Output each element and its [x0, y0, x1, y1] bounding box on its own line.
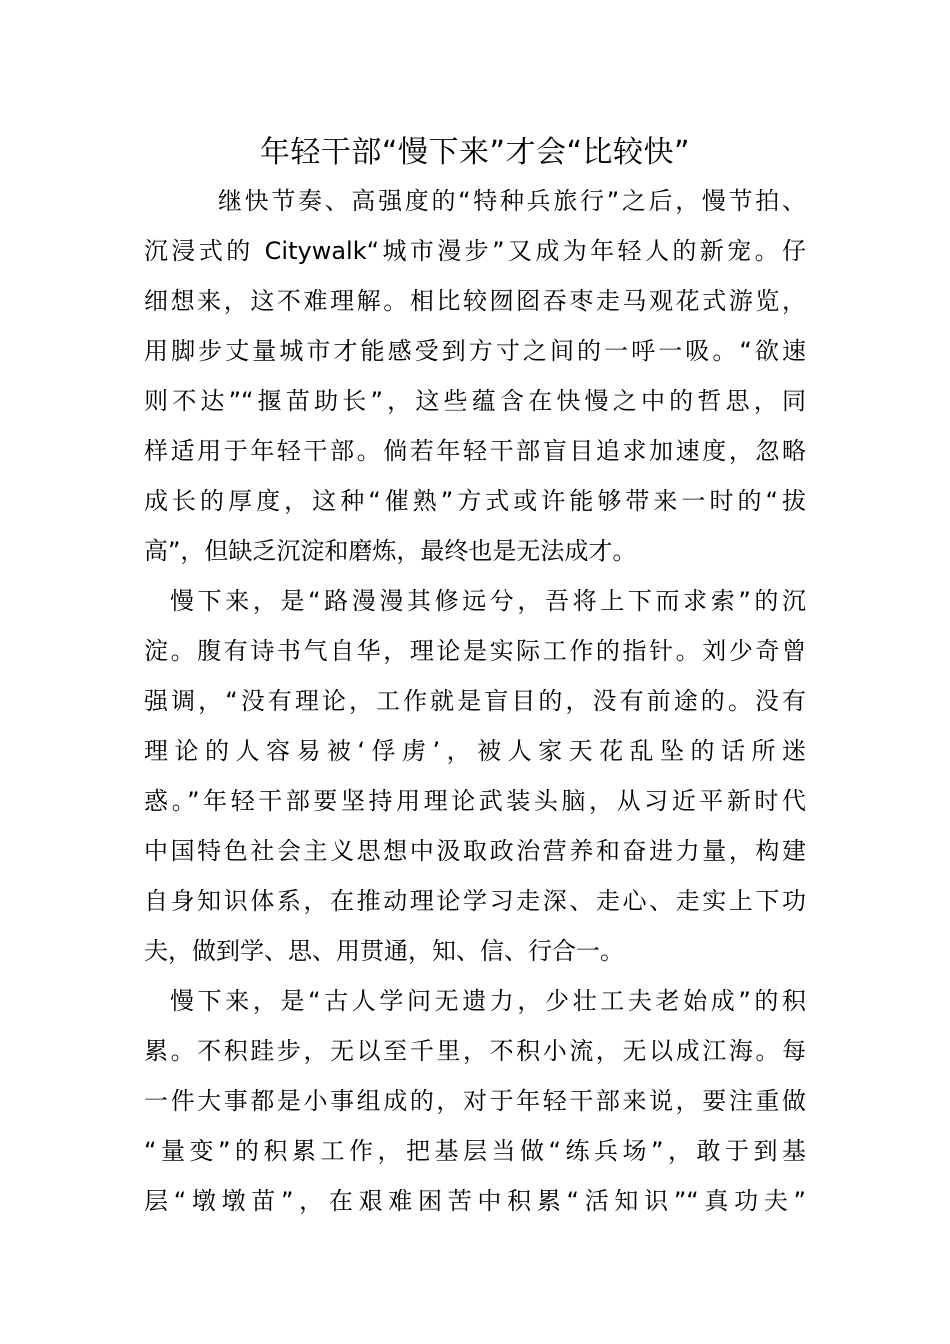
paragraph-1-line-2: 沉浸式的 Citywalk“城市漫步”又成为年轻人的新宠。仔: [144, 237, 806, 265]
paragraph-2-line-7: 自身知识体系，在推动理论学习走深、走心、走实上下功: [144, 887, 806, 915]
paragraph-1-line-5: 则不达”“揠苗助长”，这些蕴含在快慢之中的哲思，同: [144, 387, 806, 415]
paragraph-1-line-3: 细想来，这不难理解。相比较囫囵吞枣走马观花式游览，: [144, 287, 806, 315]
paragraph-2-line-6: 中国特色社会主义思想中汲取政治营养和奋进力量，构建: [144, 837, 806, 865]
paragraph-1-line-1: 继快节奏、高强度的“特种兵旅行”之后，慢节拍、: [218, 187, 806, 215]
paragraph-2-line-8: 夫，做到学、思、用贯通，知、信、行合一。: [144, 937, 624, 965]
paragraph-3-line-5: 层“墩墩苗”，在艰难困苦中积累“活知识”“真功夫”: [144, 1187, 806, 1215]
document-title: 年轻干部“慢下来”才会“比较快”: [259, 135, 691, 170]
paragraph-3-line-2: 累。不积跬步，无以至千里，不积小流，无以成江海。每: [144, 1037, 806, 1065]
paragraph-3-line-3: 一件大事都是小事组成的，对于年轻干部来说，要注重做: [144, 1087, 806, 1115]
paragraph-1-line-7: 成长的厚度，这种“催熟”方式或许能够带来一时的“拔: [144, 487, 806, 515]
paragraph-3-line-1: 慢下来，是“古人学问无遗力，少壮工夫老始成”的积: [170, 987, 806, 1015]
paragraph-2-line-2: 淀。腹有诗书气自华，理论是实际工作的指针。刘少奇曾: [144, 637, 806, 665]
paragraph-1-line-6: 样适用于年轻干部。倘若年轻干部盲目追求加速度，忽略: [144, 437, 806, 465]
paragraph-2-line-4: 理论的人容易被‘俘虏’，被人家天花乱坠的话所迷: [144, 737, 806, 765]
paragraph-1-line-4: 用脚步丈量城市才能感受到方寸之间的一呼一吸。“欲速: [144, 337, 806, 365]
paragraph-1-line-8: 高”，但缺乏沉淀和磨炼，最终也是无法成才。: [144, 537, 637, 565]
paragraph-3-line-4: “量变”的积累工作，把基层当做“练兵场”，敢于到基: [144, 1137, 806, 1165]
paragraph-2-line-1: 慢下来，是“路漫漫其修远兮，吾将上下而求索”的沉: [170, 587, 806, 615]
paragraph-2-line-3: 强调，“没有理论，工作就是盲目的，没有前途的。没有: [144, 687, 806, 715]
paragraph-2-line-5: 惑。”年轻干部要坚持用理论武装头脑，从习近平新时代: [144, 787, 806, 815]
